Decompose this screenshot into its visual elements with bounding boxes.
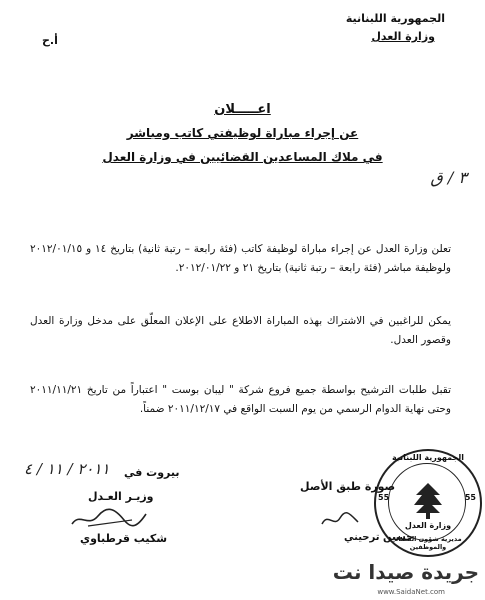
notice-title: اعـــــلان <box>214 102 271 117</box>
cedar-icon <box>412 481 444 519</box>
reference-mark: أ.ح <box>42 34 58 47</box>
signature-place: بيروت في <box>124 466 180 479</box>
paragraph-exam-dates: تعلن وزارة العدل عن إجراء مباراة لوظيفة كاتب (فئة رابعة – رتبة ثانية) بتاريخ ١٤ و ٢٠١٢/٠١/١٥ ولوظيفة مباشر (فئة رابعة – رتبة ثانية) بتاريخ ٢١ و ٢٠١٢/٠١/٢٢. <box>30 243 451 274</box>
minister-name: شكيب قرطباوي <box>80 532 168 545</box>
paragraph-application-period: تقبل طلبات الترشيح بواسطة جميع فروع شركة " ليبان بوست " اعتباراً من تاريخ ٢٠١١/١١/٢١ وحتى نهاية الدوام الرسمي من يوم السبت الواقع في ٢٠١١/١٢/١٧ ضمناً. <box>30 384 451 415</box>
ministry-header: وزارة العدل <box>371 30 435 43</box>
republic-header: الجمهورية اللبنانية <box>345 12 445 25</box>
watermark-url: www.SaidaNet.com <box>377 588 445 596</box>
stamp-top-text: الجمهورية اللبنانية <box>391 453 465 462</box>
stamp-number-right: 55 <box>464 493 476 502</box>
signature-mark-icon <box>320 510 360 530</box>
paragraph-announcement-location: يمكن للراغبين في الاشتراك بهذه المباراة الاطلاع على الإعلان المعلّق على مدخل وزارة العدل وقصور العدل. <box>30 315 451 346</box>
stamp-ministry-text: وزارة العدل <box>404 521 452 530</box>
certified-signature-scribble <box>320 510 360 534</box>
minister-signature-icon <box>68 506 148 532</box>
certified-copy-label: صورة طبق الأصل <box>300 480 396 493</box>
stamp-bottom-text: مديرية شؤون القضاة والموظفين <box>394 535 462 551</box>
stamp-number-left: 55 <box>378 493 390 502</box>
certified-signer-name: حسين ترحيني <box>344 532 414 543</box>
watermark-logo: جريدة صيدا نت <box>332 560 479 584</box>
notice-subject-line-1: عن إجراء مباراة لوظيفتي كاتب ومباشر <box>126 126 359 140</box>
margin-note: ٣ / ق <box>430 168 467 187</box>
handwritten-date: ٢٠١١ / ١١ / ٤ <box>24 460 110 478</box>
notice-subject-line-2: في ملاك المساعدين القضائيين في وزارة العدل <box>102 150 383 164</box>
minister-title: وزيـر العـدل <box>88 490 154 503</box>
